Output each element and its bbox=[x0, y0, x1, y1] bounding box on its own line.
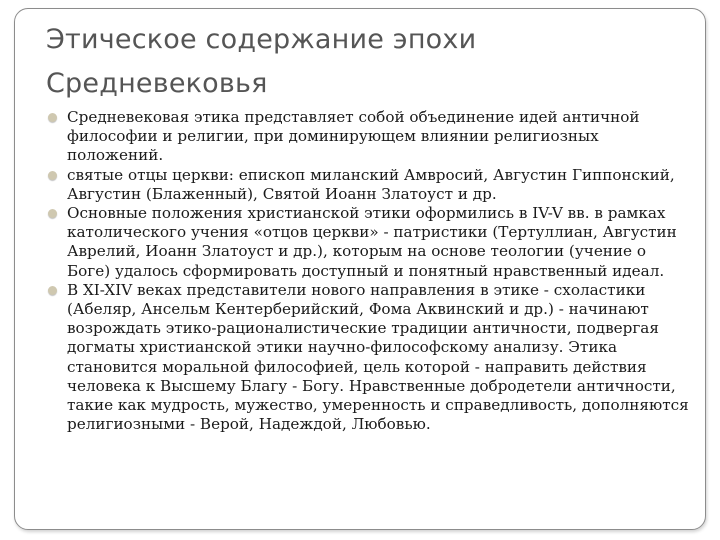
bullet-item bbox=[48, 204, 693, 281]
bullet-dot-icon bbox=[48, 113, 57, 122]
bullet-item bbox=[48, 108, 693, 166]
bullet-text: В XI-XIV веках представители нового направления в этике - схоластики (Абеляр, Ансельм Кентерберийский, Фома Аквинский и др.) - начинают возрождать этико-рационалистические традиции античности, подвергая догматы христианской этики научно-философскому анализу. Этика становится моральной философией, цель которой - направить действия человека к Высшему Благу - Богу. Нравственные добродетели античности, такие как мудрость, мужество, умеренность и справедливость, дополняются религиозными - Верой, Надеждой, Любовью. bbox=[67, 280, 689, 434]
bullet-text: Средневековая этика представляет собой объединение идей античной философии и религии, при доминирующем влиянии религиозных положений. bbox=[67, 108, 640, 165]
slide-title: Этическое содержание эпохи Средневековья bbox=[46, 24, 477, 99]
bullet-list bbox=[48, 108, 693, 434]
bullet-text: святые отцы церкви: епископ миланский Амвросий, Августин Гиппонский, Августин (Блаженный), Святой Иоанн Златоуст и др. bbox=[67, 165, 675, 203]
bullet-text: Основные положения христианской этики оформились в IV-V вв. в рамках католического учения «отцов церкви» - патристики (Тертуллиан, Августин Аврелий, Иоанн Златоуст и др.), которым на основе теологии (учение о Боге) удалось сформировать доступный и понятный нравственный идеал. bbox=[67, 204, 677, 280]
bullet-dot-icon bbox=[48, 286, 57, 295]
bullet-dot-icon bbox=[48, 209, 57, 218]
bullet-dot-icon bbox=[48, 171, 57, 180]
bullet-item bbox=[48, 281, 693, 435]
bullet-item bbox=[48, 166, 693, 204]
